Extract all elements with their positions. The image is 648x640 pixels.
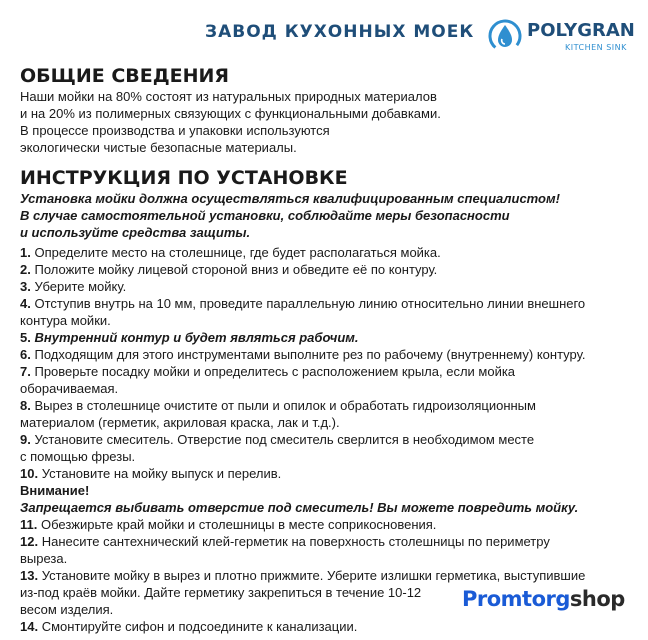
step-text: Установите смеситель. Отверстие под смеситель сверлится в необходимом месте [34,432,535,447]
general-line: В процессе производства и упаковки используются [20,123,330,138]
step-text: Определите место на столешнице, где будет располагаться мойка. [34,245,441,260]
step-number: 11. [20,517,38,532]
general-line: экологически чистые безопасные материалы. [20,140,297,155]
steps-list-a [20,244,635,482]
step-number: 14. [20,619,39,634]
step-item [20,533,635,567]
step-text: Установите мойку в вырез и плотно прижмите. Уберите излишки герметика, выступившие [41,568,586,583]
step-number: 9. [20,432,31,447]
general-text [20,88,635,156]
step-text: Обезжирьте край мойки и столешницы в месте соприкосновения. [40,517,437,532]
step-text: Подходящим для этого инструментами выполните рез по рабочему (внутреннему) контуру. [34,347,586,362]
step-number: 1. [20,245,31,260]
watermark-part1: Promtorg [462,587,570,611]
water-drop-logo-icon [487,18,523,54]
step-item [20,295,635,329]
warning-line: Установка мойки должна осуществляться квалифицированным специалистом! [20,191,560,206]
step-text: Внутренний контур и будет являться рабочим. [34,330,359,345]
step-text-cont: с помощью фрезы. [20,449,136,464]
step-number: 6. [20,347,31,362]
step-number: 13. [20,568,39,583]
step-text-cont: выреза. [20,551,68,566]
general-line: и на 20% из полимерных связующих с функциональными добавками. [20,106,441,121]
attention-text: Запрещается выбивать отверстие под смеситель! Вы можете повредить мойку. [20,500,579,515]
step-number: 4. [20,296,31,311]
watermark-part2: shop [569,587,625,611]
watermark-text [462,587,625,611]
step-number: 5. [20,330,31,345]
step-text-cont: оборачиваемая. [20,381,119,396]
step-item [20,244,635,261]
install-heading: ИНСТРУКЦИЯ ПО УСТАНОВКЕ [20,167,348,189]
step-number: 10. [20,466,39,481]
step-item [20,516,635,533]
step-number: 8. [20,398,31,413]
step-text: Положите мойку лицевой стороной вниз и обведите её по контуру. [34,262,438,277]
step-item [20,431,635,465]
brand-name: POLYGRAN [527,20,635,41]
step-text-cont: контура мойки. [20,313,111,328]
step-text: Установите на мойку выпуск и перелив. [41,466,282,481]
step-text: Проверьте посадку мойки и определитесь с расположением крыла, если мойка [34,364,516,379]
general-line: Наши мойки на 80% состоят из натуральных природных материалов [20,89,437,104]
step-item [20,465,635,482]
general-heading: ОБЩИЕ СВЕДЕНИЯ [20,65,230,87]
document-body [20,64,635,635]
warning-line: В случае самостоятельной установки, соблюдайте меры безопасности [20,208,510,223]
polygran-logo [487,16,635,60]
step-text-cont: весом изделия. [20,602,114,617]
step-number: 12. [20,534,39,549]
promtorgshop-watermark [450,583,628,619]
step-text: Отступив внутрь на 10 мм, проведите параллельную линию относительно линии внешнего [34,296,586,311]
step-text-cont: из-под краёв мойки. Дайте герметику закрепиться в течение 10-12 [20,585,422,600]
page-header-title: ЗАВОД КУХОННЫХ МОЕК [205,22,475,42]
step-text: Вырез в столешнице очистите от пыли и опилок и обработать гидроизоляционным [34,398,536,413]
step-item [20,618,635,635]
brand-subtitle: KITCHEN SINK [565,43,627,52]
step-item [20,397,635,431]
step-number: 2. [20,262,31,277]
attention-title: Внимание! [20,483,90,498]
step-item [20,363,635,397]
step-item [20,278,635,295]
step-text: Смонтируйте сифон и подсоедините к канализации. [41,619,358,634]
step-text: Нанесите сантехнический клей-герметик на поверхность столешницы по периметру [41,534,550,549]
step-item [20,346,635,363]
step-text-cont: материалом (герметик, акриловая краска, лак и т.д.). [20,415,340,430]
step-item [20,261,635,278]
safety-warning [20,190,635,241]
step-number: 3. [20,279,31,294]
warning-line: и используйте средства защиты. [20,225,251,240]
step-item [20,329,635,346]
step-text: Уберите мойку. [34,279,127,294]
step-number: 7. [20,364,31,379]
